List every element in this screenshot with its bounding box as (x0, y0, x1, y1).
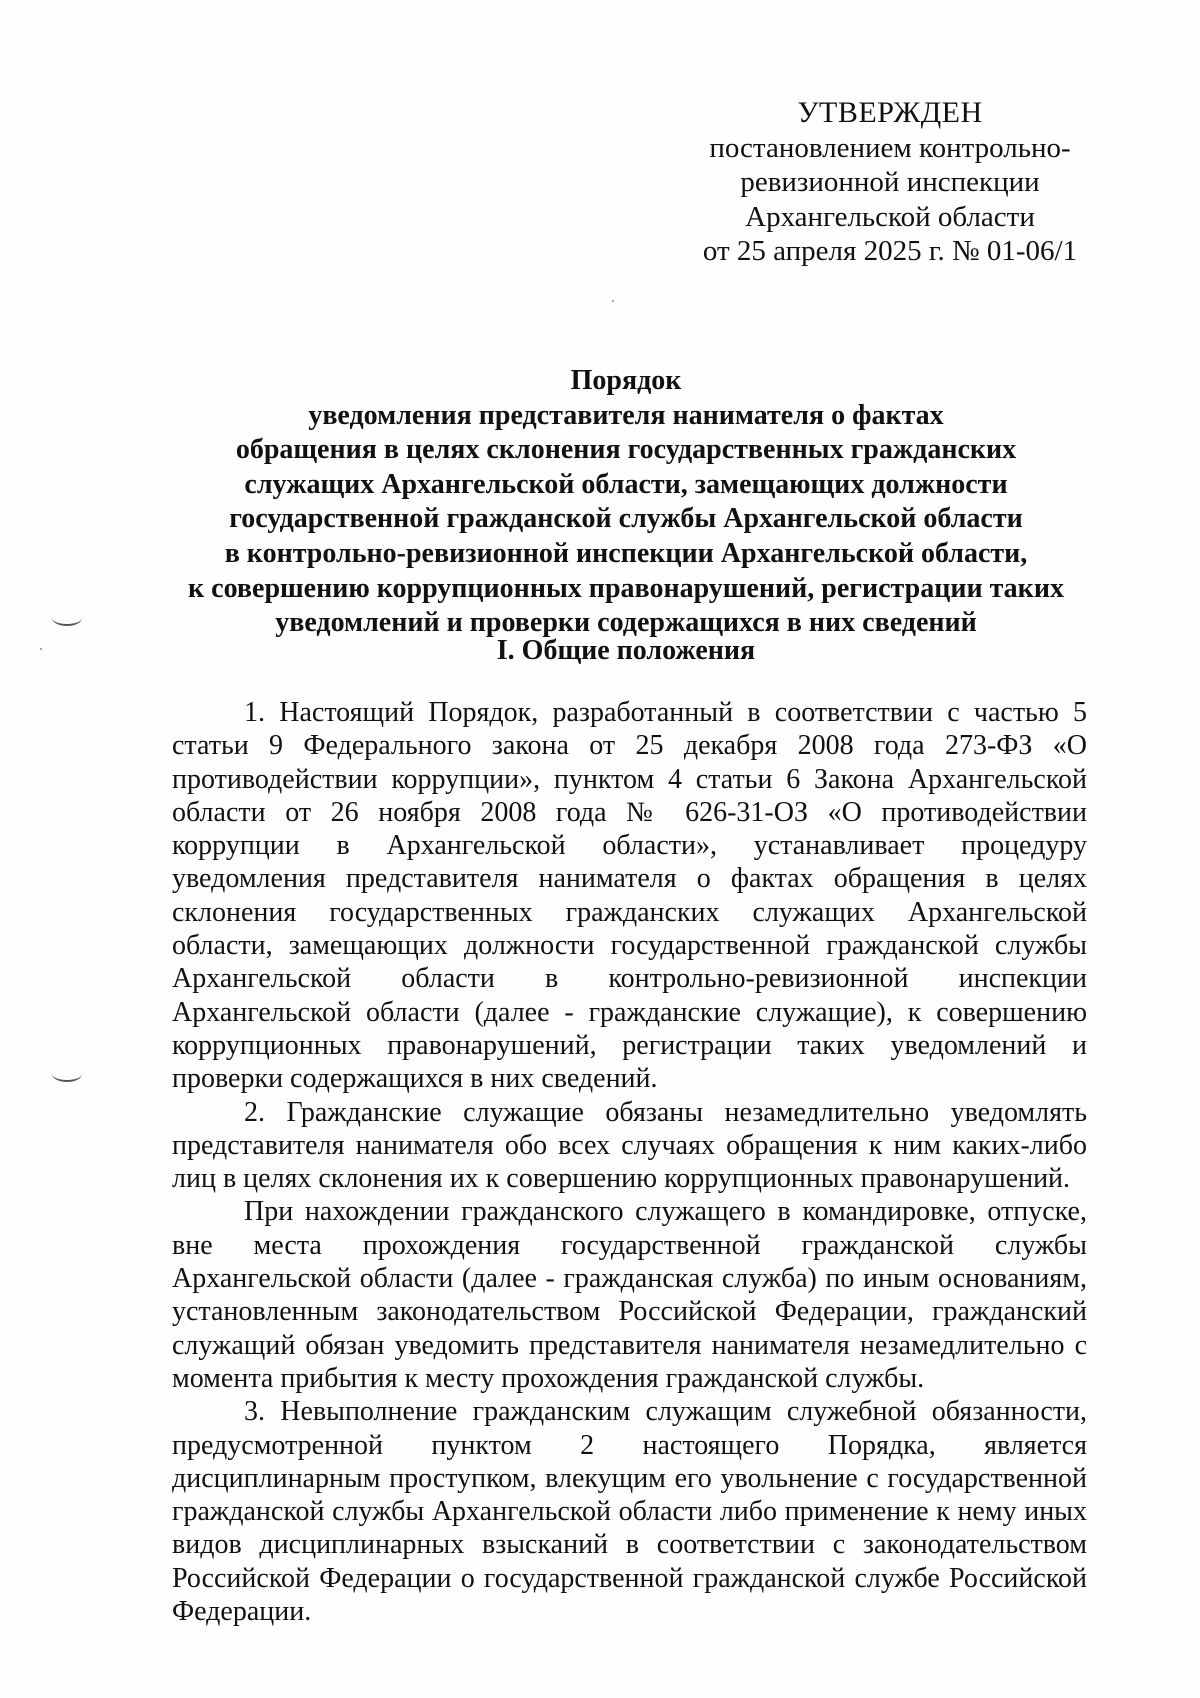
paragraph-4: 3. Невыполнение гражданским служащим служебной обязанности, предусмотренной пунктом 2 настоящего Порядка, является дисциплинарным проступком, влекущим его увольнение с государственной гражданской службы Архангельской области либо применение к нему иных видов дисциплинарных взысканий в соответствии с законодательством Российской Федерации о государственной гражданской службе Российской Федерации. (172, 1396, 1087, 1628)
approval-status: УТВЕРЖДЕН (797, 96, 983, 129)
title-line-3: обращения в целях склонения государственных гражданских (235, 434, 1017, 466)
title-line-2: уведомления представителя нанимателя о фактах (308, 399, 944, 431)
approval-line-1: постановлением контрольно- (709, 131, 1071, 164)
document-body (172, 696, 1087, 1628)
paragraph-3: При нахождении гражданского служащего в командировке, отпуске, вне места прохождения государственной гражданской службы Архангельской области (далее - гражданская служба) по иным основаниям, установленным законодательством Российской Федерации, гражданский служащий обязан уведомить представителя нанимателя незамедлительно с момента прибытия к месту прохождения гражданской службы. (172, 1196, 1087, 1394)
title-line-6: в контрольно-ревизионной инспекции Архангельской области, (224, 537, 1028, 569)
title-line-5: государственной гражданской службы Архангельской области (229, 503, 1023, 535)
title-line-7: к совершению коррупционных правонарушений, регистрации таких (188, 572, 1064, 604)
document-title (170, 364, 1082, 641)
approval-date-number: от 25 апреля 2025 г. № 01-06/1 (702, 235, 1078, 267)
scan-dust-dot (40, 648, 42, 650)
approval-line-2: ревизионной инспекции (740, 166, 1040, 198)
title-line-8: уведомлений и проверки содержащихся в них сведений (275, 607, 977, 639)
approval-stamp-block (690, 96, 1090, 269)
scan-artifact-mark (52, 1066, 82, 1082)
scan-dust-dot (612, 300, 614, 302)
paragraph-1: 1. Настоящий Порядок, разработанный в соответствии с частью 5 статьи 9 Федерального закона от 25 декабря 2008 года 273-ФЗ «О противодействии коррупции», пунктом 4 статьи 6 Закона Архангельской области от 26 ноября 2008 года № 626-31-ОЗ «О противодействии коррупции в Архангельской области», устанавливает процедуру уведомления представителя нанимателя о фактах обращения в целях склонения государственных гражданских служащих Архангельской области, замещающих должности государственной гражданской службы Архангельской области в контрольно-ревизионной инспекции Архангельской области (далее - гражданские служащие), к совершению коррупционных правонарушений, регистрации таких уведомлений и проверки содержащихся в них сведений. (172, 697, 1087, 1095)
title-line-4: служащих Архангельской области, замещающих должности (244, 468, 1008, 500)
section-heading: I. Общие положения (496, 635, 756, 666)
title-line-1: Порядок (570, 365, 682, 396)
scan-artifact-mark (52, 610, 82, 626)
paragraph-2: 2. Гражданские служащие обязаны незамедлительно уведомлять представителя нанимателя обо всех случаях обращения к ним каких-либо лиц в целях склонения их к совершению коррупционных правонарушений. (172, 1096, 1087, 1195)
approval-line-3: Архангельской области (745, 200, 1035, 233)
